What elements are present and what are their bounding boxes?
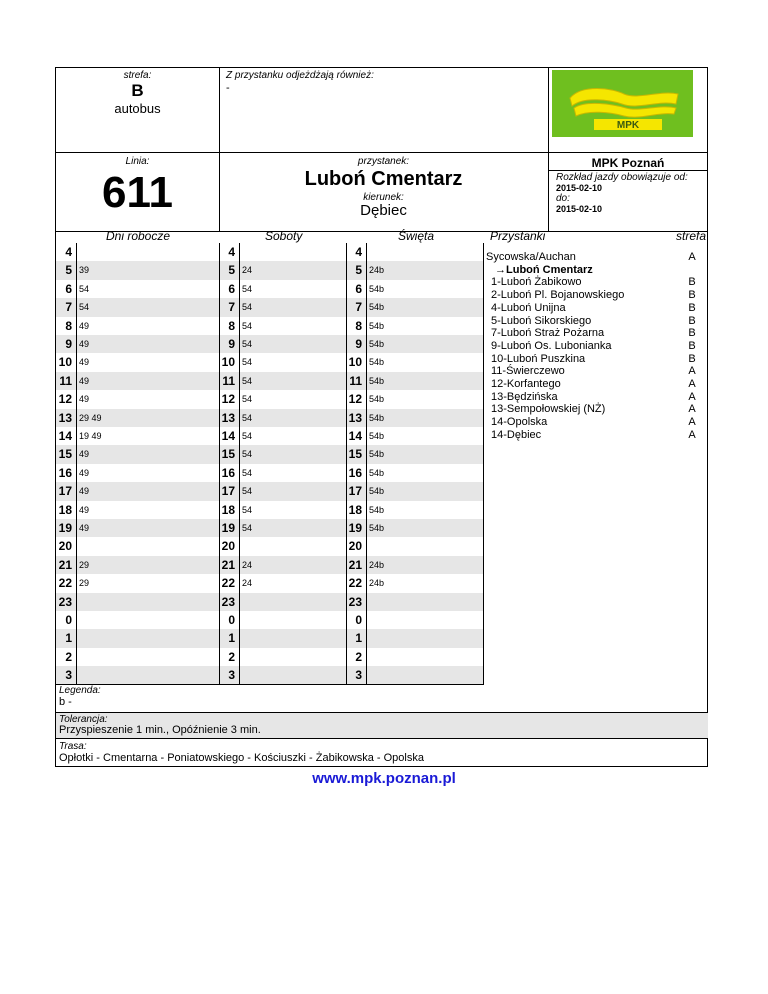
hour-cell: 23 bbox=[221, 594, 235, 609]
grid-divider bbox=[239, 243, 240, 685]
holidays-minutes: 54b bbox=[369, 449, 385, 460]
weekdays-minutes: 54 bbox=[79, 283, 90, 294]
hour-cell: 8 bbox=[228, 318, 235, 333]
hour-cell: 20 bbox=[348, 539, 362, 554]
weekdays-minutes: 49 bbox=[79, 467, 90, 478]
hour-cell: 19 bbox=[348, 521, 362, 535]
hour-cell: 20 bbox=[58, 539, 72, 554]
stop-item bbox=[491, 340, 611, 352]
saturdays-minutes: 54 bbox=[242, 375, 253, 386]
stop-label: przystanek: bbox=[357, 156, 410, 167]
weekdays-minutes: 49 bbox=[79, 523, 90, 533]
stop-name-text: 4-Luboń Unijna bbox=[491, 301, 566, 314]
hour-cell: 15 bbox=[221, 447, 235, 462]
hour-cell: 1 bbox=[65, 631, 72, 646]
stop-item bbox=[491, 378, 561, 390]
stop-item bbox=[491, 403, 605, 415]
stop-name-text: 9-Luboń Os. Lubonianka bbox=[491, 339, 612, 352]
hour-cell: 7 bbox=[65, 300, 72, 315]
stop-name-text: Luboń Cmentarz bbox=[506, 263, 593, 276]
hour-cell: 9 bbox=[65, 337, 72, 351]
stop-zone: A bbox=[688, 428, 696, 441]
tolerance-text: Przyspieszenie 1 min., Opóźnienie 3 min. bbox=[59, 724, 261, 736]
hour-cell: 19 bbox=[221, 521, 235, 535]
saturdays-minutes: 54 bbox=[242, 357, 253, 368]
hour-cell: 2 bbox=[65, 649, 72, 664]
holidays-minutes: 54b bbox=[369, 504, 385, 515]
stop-name-text: 1-Luboń Żabikowo bbox=[491, 276, 582, 289]
hour-cell: 21 bbox=[221, 557, 235, 572]
stops-list bbox=[483, 243, 708, 685]
stop-item bbox=[486, 251, 576, 263]
hour-cell: 1 bbox=[355, 631, 362, 646]
hour-cell: 15 bbox=[348, 447, 362, 462]
also-departing-value: - bbox=[226, 82, 230, 94]
stop-zone: B bbox=[688, 276, 696, 289]
saturdays-minutes: 24 bbox=[242, 559, 253, 570]
weekdays-header: Dni robocze bbox=[106, 229, 171, 243]
weekdays-minutes: 29 bbox=[79, 559, 90, 570]
zone-value: B bbox=[131, 81, 144, 100]
holidays-minutes: 54b bbox=[369, 375, 385, 386]
direction-value: Dębiec bbox=[360, 202, 407, 219]
stop-name-text: 14-Dębiec bbox=[491, 428, 542, 441]
row-shade bbox=[56, 629, 483, 647]
stop-zone: B bbox=[688, 352, 696, 365]
hour-cell: 18 bbox=[221, 502, 235, 517]
current-stop bbox=[495, 264, 593, 276]
hour-cell: 8 bbox=[65, 318, 72, 333]
hour-cell: 18 bbox=[348, 502, 362, 517]
hour-cell: 5 bbox=[228, 263, 235, 278]
row-shade bbox=[56, 261, 483, 279]
stop-name-text: 7-Luboń Straż Pożarna bbox=[491, 327, 605, 340]
holidays-minutes: 54b bbox=[369, 431, 385, 441]
hour-cell: 6 bbox=[65, 281, 72, 296]
svg-text:MPK: MPK bbox=[616, 120, 640, 131]
direction-label: kierunek: bbox=[363, 192, 404, 203]
saturdays-minutes: 54 bbox=[242, 339, 253, 349]
saturdays-minutes: 24 bbox=[242, 578, 253, 589]
stop-item bbox=[491, 353, 585, 365]
hour-cell: 12 bbox=[58, 392, 72, 407]
stop-name-text: 13-Sempołowskiej (NŻ) bbox=[491, 403, 606, 416]
stop-item bbox=[491, 416, 547, 428]
grid-divider bbox=[366, 243, 367, 685]
hour-cell: 4 bbox=[65, 245, 72, 259]
row-shade bbox=[56, 556, 483, 574]
saturdays-minutes: 54 bbox=[242, 504, 253, 515]
stop-zone: B bbox=[688, 289, 696, 302]
stop-zone: A bbox=[688, 416, 696, 429]
row-shade bbox=[56, 372, 483, 390]
stop-zone: A bbox=[688, 378, 696, 390]
hour-cell: 16 bbox=[221, 465, 235, 480]
hour-cell: 9 bbox=[228, 337, 235, 351]
line-number: 611 bbox=[102, 168, 173, 217]
weekdays-minutes: 49 bbox=[79, 320, 90, 331]
hour-cell: 5 bbox=[355, 263, 362, 278]
stop-item bbox=[491, 315, 591, 327]
stop-name-text: 5-Luboń Sikorskiego bbox=[491, 314, 592, 327]
stops-header: Przystanki bbox=[490, 229, 546, 243]
row-shade bbox=[56, 593, 483, 611]
hour-cell: 12 bbox=[221, 392, 235, 407]
hour-cell: 10 bbox=[58, 355, 72, 370]
weekdays-minutes: 49 bbox=[79, 375, 90, 386]
hour-cell: 17 bbox=[58, 484, 72, 499]
weekdays-minutes: 49 bbox=[79, 394, 90, 405]
weekdays-minutes: 54 bbox=[79, 302, 90, 313]
holidays-minutes: 24b bbox=[369, 265, 385, 276]
hour-cell: 2 bbox=[355, 649, 362, 664]
stop-name-text: Sycowska/Auchan bbox=[486, 251, 576, 263]
holidays-minutes: 54b bbox=[369, 412, 385, 423]
valid-from: 2015-02-10 bbox=[556, 183, 603, 193]
holidays-minutes: 54b bbox=[369, 357, 385, 368]
hour-cell: 17 bbox=[221, 484, 235, 499]
saturdays-minutes: 54 bbox=[242, 467, 253, 478]
weekdays-minutes: 49 bbox=[79, 449, 90, 460]
holidays-minutes: 54b bbox=[369, 302, 385, 313]
hour-cell: 9 bbox=[355, 337, 362, 351]
row-shade bbox=[56, 298, 483, 316]
grid-divider bbox=[76, 243, 77, 685]
saturdays-header: Soboty bbox=[265, 229, 303, 243]
mpk-logo bbox=[552, 70, 693, 137]
stop-zone: B bbox=[688, 314, 696, 327]
hour-cell: 21 bbox=[58, 557, 72, 572]
hour-cell: 22 bbox=[58, 576, 72, 591]
stop-zone: A bbox=[688, 251, 696, 263]
holidays-minutes: 54b bbox=[369, 339, 385, 349]
saturdays-minutes: 54 bbox=[242, 320, 253, 331]
row-shade bbox=[56, 409, 483, 427]
hour-cell: 11 bbox=[349, 373, 362, 388]
hour-cell: 11 bbox=[222, 373, 235, 388]
hour-cell: 7 bbox=[228, 300, 235, 315]
stop-name-text: 11-Świerczewo bbox=[491, 365, 565, 378]
vehicle-type: autobus bbox=[114, 101, 161, 116]
holidays-minutes: 24b bbox=[369, 559, 385, 570]
valid-from-label: Rozkład jazdy obowiązuje od: bbox=[556, 172, 688, 183]
route-text: Opłotki - Cmentarna - Poniatowskiego - Kościuszki - Żabikowska - Opolska bbox=[59, 752, 424, 764]
stop-item bbox=[491, 365, 565, 377]
saturdays-minutes: 54 bbox=[242, 283, 253, 294]
stop-zone: A bbox=[688, 365, 696, 378]
weekdays-minutes: 29 bbox=[79, 578, 90, 589]
hour-cell: 6 bbox=[355, 281, 362, 296]
stop-name-text: 12-Korfantego bbox=[491, 378, 561, 390]
holidays-minutes: 24b bbox=[369, 578, 385, 589]
hour-cell: 16 bbox=[58, 465, 72, 480]
weekdays-minutes: 49 bbox=[79, 357, 90, 368]
mpk-logo-icon bbox=[552, 70, 693, 137]
saturdays-minutes: 54 bbox=[242, 394, 253, 405]
hour-cell: 14 bbox=[348, 429, 362, 443]
stop-item bbox=[491, 302, 566, 314]
zone-label: strefa: bbox=[123, 70, 152, 81]
weekdays-minutes: 19 49 bbox=[79, 431, 102, 441]
hour-cell: 20 bbox=[221, 539, 235, 554]
tolerance-label: Tolerancja: bbox=[59, 714, 108, 725]
holidays-minutes: 54b bbox=[369, 467, 385, 478]
legend-label: Legenda: bbox=[59, 685, 101, 696]
valid-to: 2015-02-10 bbox=[556, 204, 603, 214]
holidays-minutes: 54b bbox=[369, 283, 385, 294]
weekdays-minutes: 49 bbox=[79, 504, 90, 515]
hour-cell: 5 bbox=[65, 263, 72, 278]
stop-item bbox=[491, 289, 624, 301]
hour-cell: 1 bbox=[228, 631, 235, 646]
holidays-minutes: 54b bbox=[369, 394, 385, 405]
stop-item bbox=[491, 327, 604, 339]
hour-cell: 19 bbox=[58, 521, 72, 535]
holidays-minutes: 54b bbox=[369, 523, 385, 533]
stop-name-text: 10-Luboń Puszkina bbox=[491, 352, 586, 365]
stop-item bbox=[491, 429, 541, 441]
hour-cell: 13 bbox=[58, 410, 72, 425]
saturdays-minutes: 54 bbox=[242, 431, 253, 441]
holidays-minutes: 54b bbox=[369, 486, 385, 497]
hour-cell: 11 bbox=[59, 373, 72, 388]
hour-cell: 17 bbox=[348, 484, 362, 499]
hour-cell: 13 bbox=[221, 410, 235, 425]
row-shade bbox=[56, 519, 483, 537]
zone-header: strefa bbox=[676, 229, 707, 243]
row-shade bbox=[56, 482, 483, 500]
hour-cell: 16 bbox=[348, 465, 362, 480]
hour-cell: 23 bbox=[348, 594, 362, 609]
hour-cell: 6 bbox=[228, 281, 235, 296]
stop-name-text: 2-Luboń Pl. Bojanowskiego bbox=[491, 289, 625, 302]
hour-cell: 21 bbox=[348, 557, 362, 572]
legend-text: b - bbox=[59, 696, 72, 708]
hour-cell: 0 bbox=[65, 613, 72, 627]
hour-cell: 4 bbox=[228, 245, 235, 259]
stop-name-text: 14-Opolska bbox=[491, 416, 548, 429]
stop-zone: B bbox=[688, 301, 696, 314]
stop-zone: B bbox=[688, 339, 696, 352]
timetable-grid bbox=[56, 243, 483, 685]
hour-cell: 10 bbox=[348, 355, 362, 370]
saturdays-minutes: 24 bbox=[242, 265, 253, 276]
hour-cell: 7 bbox=[355, 300, 362, 315]
stop-zone: A bbox=[688, 390, 696, 403]
stop-item bbox=[491, 391, 558, 403]
grid-divider bbox=[346, 243, 347, 685]
holidays-minutes: 54b bbox=[369, 320, 385, 331]
weekdays-minutes: 39 bbox=[79, 265, 90, 276]
hour-cell: 22 bbox=[348, 576, 362, 591]
hour-cell: 18 bbox=[58, 502, 72, 517]
holidays-header: Święta bbox=[398, 229, 435, 243]
valid-to-label: do: bbox=[556, 193, 570, 204]
row-shade bbox=[56, 335, 483, 353]
row-shade bbox=[56, 445, 483, 463]
also-departing-label: Z przystanku odjeżdżają również: bbox=[226, 70, 374, 81]
grid-divider bbox=[219, 243, 220, 685]
weekdays-minutes: 49 bbox=[79, 486, 90, 497]
row-shade bbox=[56, 666, 483, 684]
hour-cell: 14 bbox=[58, 429, 72, 443]
hour-cell: 3 bbox=[228, 668, 235, 683]
hour-cell: 3 bbox=[355, 668, 362, 683]
line-label: Linia: bbox=[125, 156, 150, 167]
hour-cell: 13 bbox=[348, 410, 362, 425]
hour-cell: 23 bbox=[58, 594, 72, 609]
hour-cell: 4 bbox=[355, 245, 362, 259]
stop-item bbox=[491, 276, 582, 288]
saturdays-minutes: 54 bbox=[242, 523, 253, 533]
stop-name: Luboń Cmentarz bbox=[304, 168, 463, 190]
stop-zone: B bbox=[688, 327, 696, 340]
hour-cell: 0 bbox=[228, 613, 235, 627]
operator-name: MPK Poznań bbox=[591, 156, 665, 170]
timetable-frame bbox=[55, 67, 708, 767]
hour-cell: 10 bbox=[221, 355, 235, 370]
stop-zone: A bbox=[688, 403, 696, 416]
hour-cell: 3 bbox=[65, 668, 72, 683]
hour-cell: 12 bbox=[348, 392, 362, 407]
hour-cell: 15 bbox=[58, 447, 72, 462]
saturdays-minutes: 54 bbox=[242, 302, 253, 313]
hour-cell: 2 bbox=[228, 649, 235, 664]
hour-cell: 14 bbox=[221, 429, 235, 443]
saturdays-minutes: 54 bbox=[242, 486, 253, 497]
hour-cell: 8 bbox=[355, 318, 362, 333]
hour-cell: 0 bbox=[355, 613, 362, 627]
saturdays-minutes: 54 bbox=[242, 449, 253, 460]
route-label: Trasa: bbox=[59, 741, 87, 752]
tolerance-box bbox=[56, 712, 708, 739]
stop-name-text: 13-Będzińska bbox=[491, 390, 558, 403]
hour-cell: 22 bbox=[221, 576, 235, 591]
current-stop-arrow-icon: → bbox=[495, 263, 506, 276]
saturdays-minutes: 54 bbox=[242, 412, 253, 423]
mpk-website-link[interactable]: www.mpk.poznan.pl bbox=[312, 770, 456, 787]
weekdays-minutes: 49 bbox=[79, 339, 90, 349]
weekdays-minutes: 29 49 bbox=[79, 412, 102, 423]
